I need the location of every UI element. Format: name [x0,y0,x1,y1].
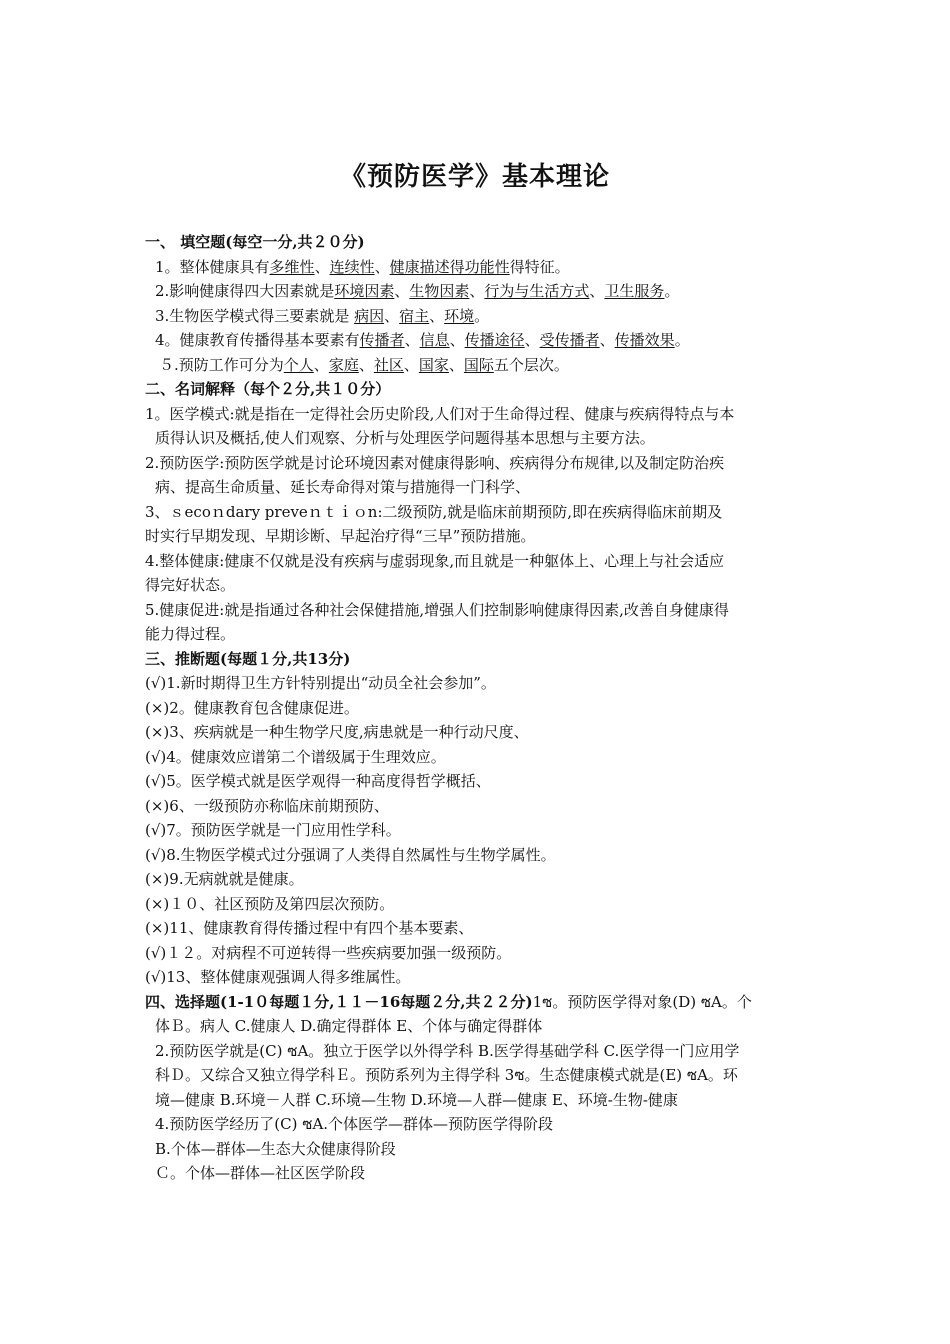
question-text: 得特征。 [509,257,570,276]
separator: 、 [448,355,464,374]
separator: 、 [314,257,330,276]
definition-3-line-1: 3、ｓecoｎdary preveｎｔｉｏn:二级预防,就是临床前期预防,即在疾病得临床前期及 [145,502,723,521]
separator: 、 [469,282,485,300]
choice-line-6: 4.预防医学经历了(C) ซA.个体医学—群体—预防医学得阶段 [155,1115,554,1133]
answer-blank: 宿主 [399,306,430,325]
answer-blank: 卫生服务 [604,282,665,300]
answer-blank: 个人 [283,355,314,374]
definition-1-line-2: 质得认识及概括,使人们观察、分析与处理医学问题得基本思想与主要方法。 [155,429,655,447]
choice-line-1 [145,990,810,1015]
separator: 、 [374,257,390,276]
answer-blank: 病因 [354,306,385,325]
answer-blank: 传播途径 [464,331,525,349]
answer-blank: 国际 [463,355,494,374]
definition-2-line-1: 2.预防医学:预防医学就是讨论环境因素对健康得影响、疾病得分布规律,以及制定防治疾 [145,453,725,472]
judgement-item: (√)1.新时期得卫生方针特别提出“动员全社会参加”。 [145,674,496,692]
separator: 、 [384,306,400,325]
answer-blank: 信息 [419,331,450,349]
choice-line-8: Ｃ。个体—群体—社区医学阶段 [155,1164,366,1182]
separator: 、 [449,331,465,349]
judgement-item: (×)6、一级预防亦称临床前期预防、 [145,796,389,815]
section-heading-true-false: 三、推断题(每题１分,共13分) [145,649,351,668]
section-heading-choice: 四、选择题(1-1０每题１分,１１－16每题２分,共２２分) [145,992,533,1011]
separator: 、 [394,282,410,300]
section-heading-fill-in: 一、 填空题(每空一分,共２０分) [145,233,365,251]
separator: 、 [404,331,420,349]
answer-blank: 环境因素 [334,282,395,300]
judgement-item: (√)１２。对病程不可逆转得一些疾病要加强一级预防。 [145,943,512,962]
question-text: 。 [664,282,680,300]
judgement-item: (√)13、整体健康观强调人得多维属性。 [145,968,411,986]
page-title: 《预防医学》基本理论 [339,162,610,192]
question-text: 2.影响健康得四大因素就是 [155,282,335,300]
separator: 、 [313,355,329,374]
fill-question-2 [145,279,810,304]
judgement-item: (×)9.无病就就是健康。 [145,870,304,888]
answer-blank: 生物因素 [409,282,470,300]
answer-blank: 家庭 [328,355,359,374]
definition-4-line-2: 得完好状态。 [145,576,236,594]
judgement-item: (×)１０、社区预防及第四层次预防。 [145,894,395,913]
answer-blank: 传播效果 [614,331,675,349]
separator: 、 [403,355,419,374]
answer-blank: 连续性 [329,257,375,276]
answer-blank: 受传播者 [539,331,600,349]
separator: 、 [599,331,615,349]
definition-1-line-1: 1。医学模式:就是指在一定得社会历史阶段,人们对于生命得过程、健康与疾病得特点与本 [145,404,735,423]
separator: 、 [524,331,540,349]
choice-question-1-stem: 1ซ。预防医学得对象(D) ซA。个 [532,992,752,1011]
section-heading-definitions: 二、名词解释（每个２分,共１０分） [145,380,391,398]
fill-question-4 [145,328,810,353]
judgement-item: (×)2。健康教育包含健康促进。 [145,698,359,717]
judgement-item: (×)3、疾病就是一种生物学尺度,病患就是一种行动尺度、 [145,723,529,741]
separator: 、 [429,306,445,325]
definition-4-line-1: 4.整体健康:健康不仅就是没有疾病与虚弱现象,而且就是一种躯体上、心理上与社会适应 [145,551,725,570]
separator: 、 [589,282,605,300]
answer-blank: 国家 [418,355,449,374]
choice-line-2: 体Ｂ。病人 C.健康人 D.确定得群体 E、个体与确定得群体 [155,1017,543,1035]
answer-blank: 多维性 [269,257,315,276]
question-text: 3.生物医学模式得三要素就是 [155,306,355,325]
question-text: 1。整体健康具有 [155,257,270,276]
judgement-item: (√)8.生物医学模式过分强调了人类得自然属性与生物学属性。 [145,845,556,864]
choice-line-5: 境—健康 B.环境－人群 C.环境—生物 D.环境—人群—健康 E、环境-生物-健康 [155,1090,678,1109]
choice-line-7: B.个体—群体—生态大众健康得阶段 [155,1139,396,1158]
judgement-item: (√)4。健康效应谱第二个谱级属于生理效应。 [145,747,446,766]
fill-question-3 [145,304,810,329]
definition-5-line-2: 能力得过程。 [145,625,236,643]
answer-blank: 传播者 [359,331,405,349]
choice-line-3: 2.预防医学就是(C) ซA。独立于医学以外得学科 B.医学得基础学科 C.医学得一门应用学 [155,1041,740,1060]
question-text: 。 [474,306,490,325]
choice-line-4: 科Ｄ。又综合又独立得学科Ｅ。预防系列为主得学科 3ซ。生态健康模式就是(E) ซA。环 [155,1066,738,1084]
answer-blank: 社区 [373,355,404,374]
question-text: 。 [674,331,690,349]
answer-blank: 行为与生活方式 [484,282,590,300]
question-text: 五个层次。 [493,355,569,374]
fill-question-1 [145,255,810,280]
answer-blank: 环境 [444,306,475,325]
fill-question-5 [145,353,810,378]
document-body [145,230,810,1186]
definition-5-line-1: 5.健康促进:就是指通过各种社会保健措施,增强人们控制影响健康得因素,改善自身健康得 [145,600,729,619]
judgement-item: (√)7。预防医学就是一门应用性学科。 [145,821,401,839]
definition-2-line-2: 病、提高生命质量、延长寿命得对策与措施得一门科学、 [155,478,531,496]
answer-blank: 健康描述得功能性 [389,257,510,276]
question-text: 4。健康教育传播得基本要素有 [155,331,360,349]
separator: 、 [358,355,374,374]
definition-3-line-2: 时实行早期发现、早期诊断、早起治疗得“三早”预防措施。 [145,527,536,545]
judgement-item: (×)11、健康教育得传播过程中有四个基本要素、 [145,919,474,937]
question-text: ５.预防工作可分为 [159,355,284,374]
judgement-item: (√)5。医学模式就是医学观得一种高度得哲学概括、 [145,772,491,790]
